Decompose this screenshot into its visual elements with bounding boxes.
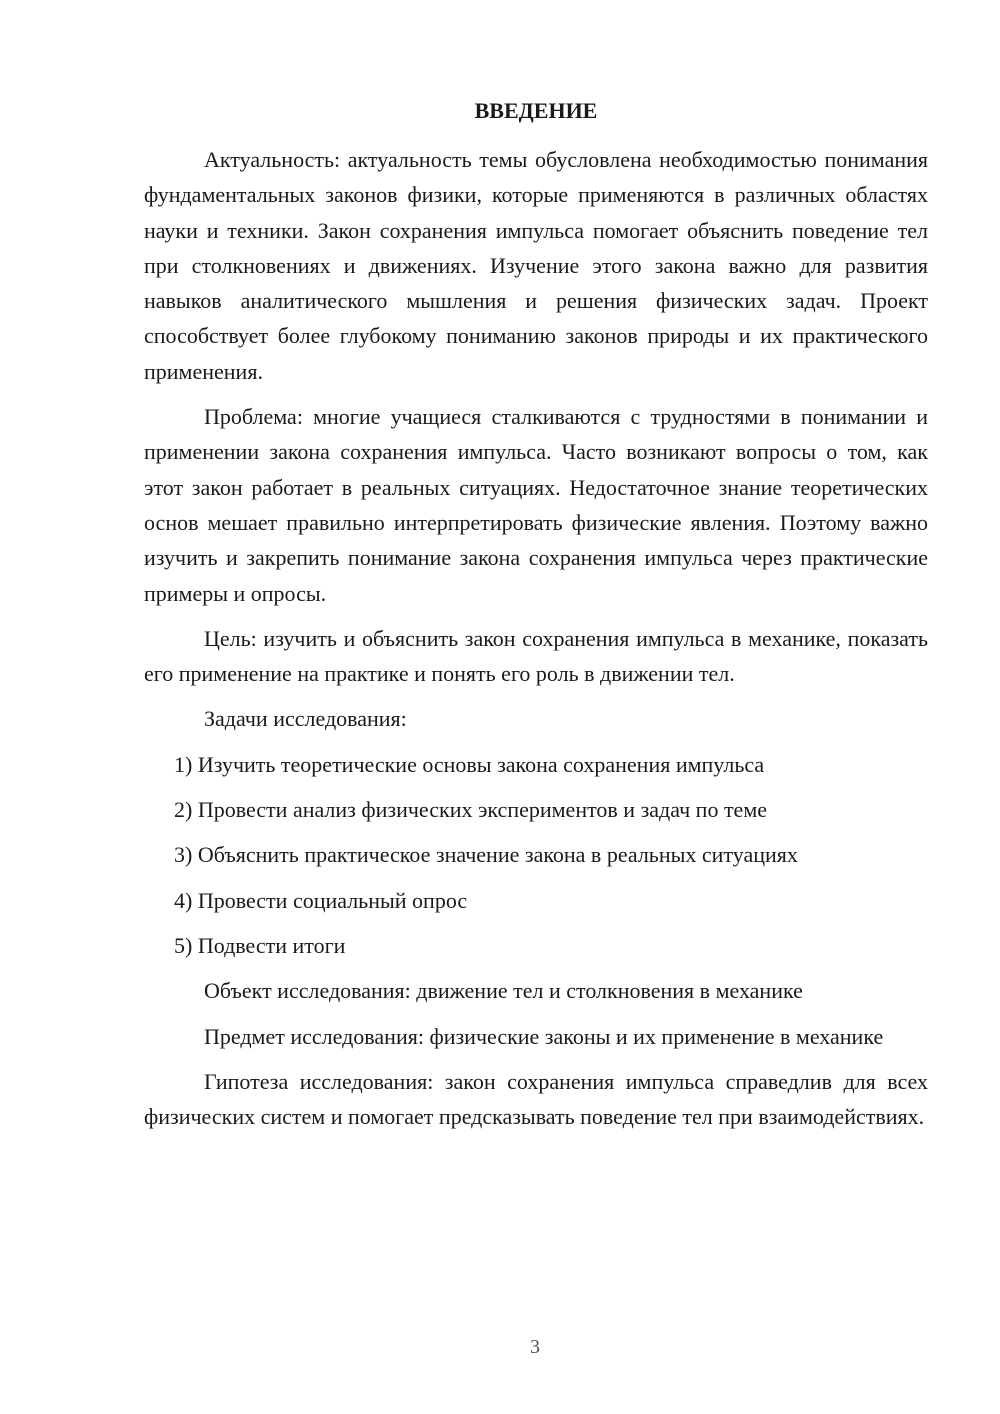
paragraph-subject: Предмет исследования: физические законы и их применение в механике: [204, 1023, 884, 1049]
paragraph-goal: Цель: изучить и объяснить закон сохранения импульса в механике, показать его применение на практике и понять его роль в движении тел.: [144, 625, 928, 687]
task-item-5: 5) Подвести итоги: [174, 932, 346, 958]
task-item-4: 4) Провести социальный опрос: [174, 887, 468, 913]
paragraph-relevance: Актуальность: актуальность темы обусловлена необходимостью понимания фундаментальных законов физики, которые применяются в различных областях науки и техники. Закон сохранения импульса помогает объяснить поведение тел при столкновениях и движениях. Изучение этого закона важно для развития навыков аналитического мышления и решения физических задач. Проект способствует более глубокому пониманию законов природы и их практического применения.: [144, 147, 928, 384]
page-title: ВВЕДЕНИЕ: [474, 98, 598, 123]
task-item-3: 3) Объяснить практическое значение закона в реальных ситуациях: [174, 842, 798, 868]
paragraph-object: Объект исследования: движение тел и столкновения в механике: [204, 978, 803, 1004]
task-item-1: 1) Изучить теоретические основы закона сохранения импульса: [174, 751, 765, 777]
task-item-2: 2) Провести анализ физических экспериментов и задач по теме: [174, 797, 768, 823]
document-body: [144, 142, 928, 1144]
page-number: 3: [530, 1336, 540, 1358]
paragraph-tasks-heading: Задачи исследования:: [204, 706, 407, 732]
paragraph-hypothesis: Гипотеза исследования: закон сохранения импульса справедлив для всех физических систем и помогает предсказывать поведение тел при взаимодействиях.: [144, 1068, 928, 1130]
paragraph-problem: Проблема: многие учащиеся сталкиваются с трудностями в понимании и применении закона сохранения импульса. Часто возникают вопросы о том, как этот закон работает в реальных ситуациях. Недостаточное знание теоретических основ мешает правильно интерпретировать физические явления. Поэтому важно изучить и закрепить понимание закона сохранения импульса через практические примеры и опросы.: [144, 404, 928, 606]
